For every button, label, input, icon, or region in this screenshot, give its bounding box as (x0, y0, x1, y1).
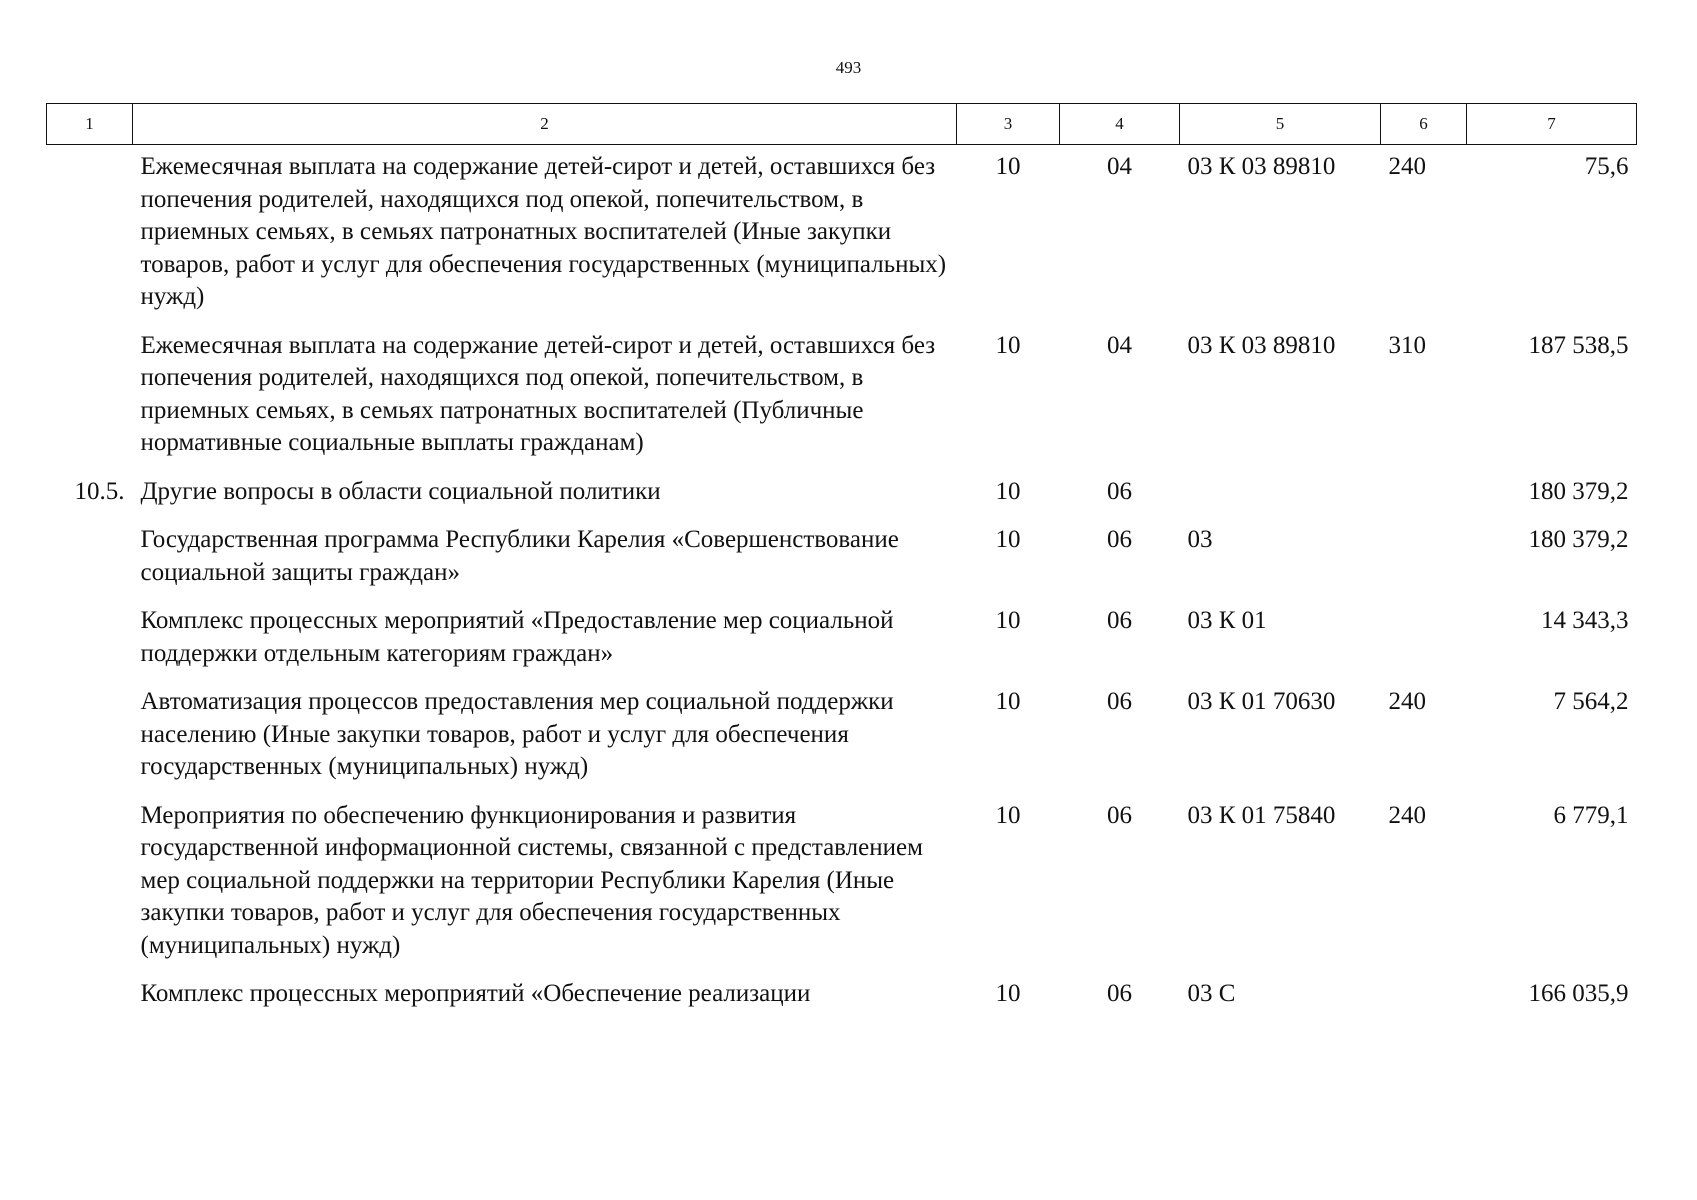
page-number: 493 (835, 58, 862, 77)
column-header-2: 2 (133, 104, 957, 145)
column-header-7: 7 (1467, 104, 1637, 145)
header-row (47, 104, 1637, 145)
row-subsection-code: 06 (1107, 607, 1132, 634)
row-expense-type: 240 (1388, 153, 1426, 180)
row-amount: 180 379,2 (1528, 477, 1629, 505)
row-amount: 166 035,9 (1528, 980, 1629, 1007)
row-subsection-code: 04 (1107, 331, 1132, 359)
row-number: 10.5. (74, 477, 125, 505)
row-target-code: 03 К 03 89810 (1187, 331, 1336, 359)
row-name: Комплекс процессных мероприятий «Предоставление мер социальной поддержки отдельным категориям граждан» (140, 607, 894, 667)
row-target-code: 03 С (1187, 980, 1236, 1007)
row-amount: 7 564,2 (1553, 688, 1629, 715)
row-amount: 6 779,1 (1553, 801, 1629, 829)
row-name: Комплекс процессных мероприятий «Обеспечение реализации (140, 980, 811, 1007)
row-expense-type (1381, 476, 1467, 525)
row-name: Государственная программа Республики Карелия «Совершенствование социальной защиты граждан» (140, 526, 899, 586)
row-expense-type: 240 (1388, 688, 1426, 715)
row-target-code: 03 К 01 70630 (1187, 688, 1336, 715)
row-expense-type (1381, 978, 1467, 1027)
table-row (47, 605, 1637, 686)
row-section-code: 10 (995, 526, 1021, 553)
row-number (47, 978, 133, 1027)
table-row (47, 476, 1637, 525)
row-expense-type (1381, 605, 1467, 686)
row-section-code: 10 (995, 688, 1021, 715)
row-target-code: 03 К 01 75840 (1187, 801, 1336, 829)
row-amount: 180 379,2 (1528, 526, 1629, 553)
row-number (47, 145, 133, 330)
row-subsection-code: 06 (1107, 526, 1132, 553)
row-number (47, 800, 133, 979)
row-number (47, 605, 133, 686)
budget-table (46, 103, 1637, 1027)
row-name: Мероприятия по обеспечению функционирования и развития государственной информационной системы, связанной с представлением мер социальной поддержки на территории Республики Карелия (Иные закупки товаров, работ и услуг для обеспечения государственных (муниципальных) нужд) (140, 801, 923, 959)
column-header-1: 1 (47, 104, 133, 145)
row-subsection-code: 06 (1107, 801, 1132, 829)
column-header-5: 5 (1180, 104, 1381, 145)
row-subsection-code: 06 (1107, 980, 1132, 1007)
table-row (47, 978, 1637, 1027)
row-expense-type (1381, 524, 1467, 605)
column-header-3: 3 (957, 104, 1060, 145)
table-row (47, 524, 1637, 605)
table-row (47, 145, 1637, 330)
row-number (47, 330, 133, 476)
row-target-code (1180, 476, 1381, 525)
row-section-code: 10 (995, 801, 1021, 829)
row-amount: 75,6 (1584, 153, 1629, 180)
column-header-4: 4 (1060, 104, 1180, 145)
row-name: Другие вопросы в области социальной политики (140, 477, 661, 505)
row-expense-type: 240 (1388, 801, 1426, 829)
table-row (47, 330, 1637, 476)
row-section-code: 10 (995, 153, 1021, 180)
row-target-code: 03 (1187, 526, 1213, 553)
row-subsection-code: 04 (1107, 153, 1132, 180)
row-name: Автоматизация процессов предоставления мер социальной поддержки населению (Иные закупки товаров, работ и услуг для обеспечения государственных (муниципальных) нужд) (140, 688, 894, 780)
row-amount: 14 343,3 (1541, 607, 1629, 634)
row-name: Ежемесячная выплата на содержание детей-сирот и детей, оставшихся без попечения родителей, находящихся под опекой, попечительством, в приемных семьях, в семьях патронатных воспитателей (Публичные нормативные социальные выплаты гражданам) (140, 331, 936, 456)
row-expense-type: 310 (1388, 331, 1426, 359)
row-section-code: 10 (995, 980, 1021, 1007)
row-number (47, 686, 133, 800)
row-subsection-code: 06 (1107, 688, 1132, 715)
row-section-code: 10 (995, 477, 1021, 505)
row-number (47, 524, 133, 605)
row-subsection-code: 06 (1107, 477, 1132, 505)
row-section-code: 10 (995, 607, 1021, 634)
row-section-code: 10 (995, 331, 1021, 359)
column-header-6: 6 (1381, 104, 1467, 145)
row-target-code: 03 К 03 89810 (1187, 153, 1336, 180)
table-row (47, 800, 1637, 979)
row-amount: 187 538,5 (1528, 331, 1629, 359)
row-name: Ежемесячная выплата на содержание детей-сирот и детей, оставшихся без попечения родителей, находящихся под опекой, попечительством, в приемных семьях, в семьях патронатных воспитателей (Иные закупки товаров, работ и услуг для обеспечения государственных (муниципальных) нужд) (140, 153, 947, 310)
table-row (47, 686, 1637, 800)
row-target-code: 03 К 01 (1187, 607, 1267, 634)
